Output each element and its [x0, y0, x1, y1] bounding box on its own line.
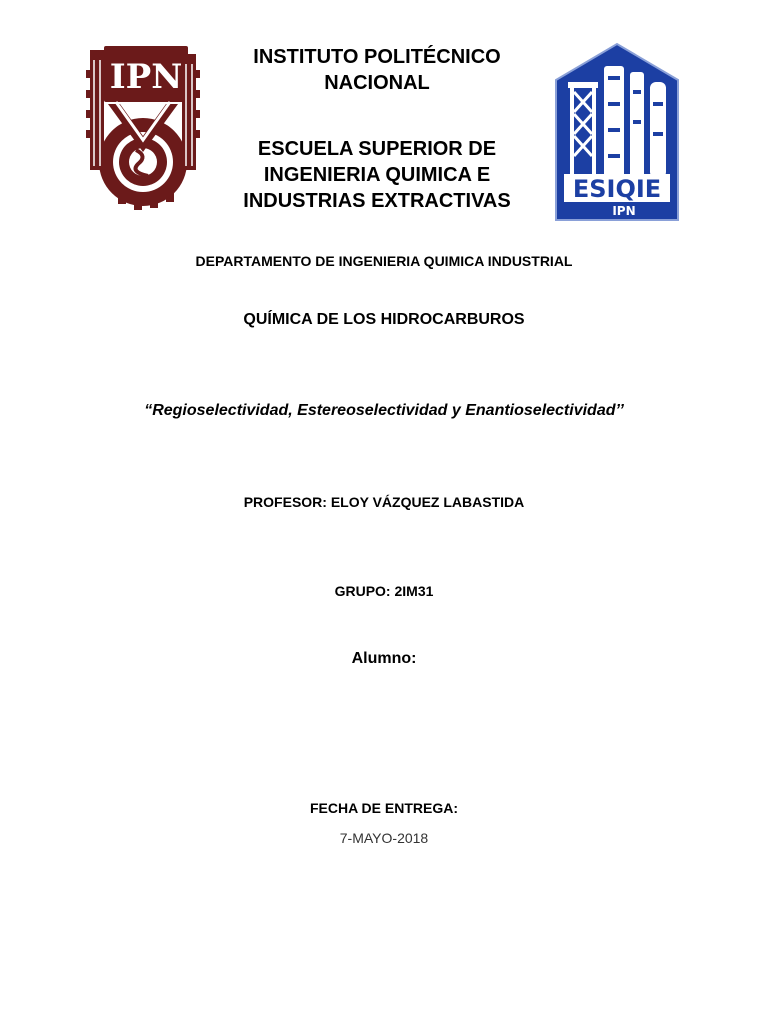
institute-line-2: NACIONAL: [324, 72, 430, 94]
esiqie-logo-icon: [554, 42, 680, 222]
ipn-logo-icon: [86, 40, 200, 214]
institute-name: [200, 44, 554, 96]
school-line-1: ESCUELA SUPERIOR DE: [257, 138, 497, 160]
course-title: QUÍMICA DE LOS HIDROCARBUROS: [243, 311, 525, 328]
student-label: Alumno:: [351, 650, 417, 667]
institute-line-1: INSTITUTO POLITÉCNICO: [253, 46, 501, 68]
group-label: GRUPO: 2IM31: [334, 583, 434, 599]
svg-text:IPN: IPN: [109, 57, 183, 97]
due-date-value: 7-MAYO-2018: [339, 830, 429, 846]
school-line-2: INGENIERIA QUIMICA E: [263, 164, 491, 186]
svg-text:IPN: IPN: [612, 204, 636, 218]
school-line-3: INDUSTRIAS EXTRACTIVAS: [243, 190, 511, 212]
department-name: DEPARTAMENTO DE INGENIERIA QUIMICA INDUSTRIAL: [195, 253, 573, 269]
school-name: [200, 136, 554, 214]
topic-title: “Regioselectividad, Estereoselectividad y Enantioselectividad’’: [144, 402, 624, 419]
svg-text:ESIQIE: ESIQIE: [572, 175, 662, 203]
professor-name: PROFESOR: ELOY VÁZQUEZ LABASTIDA: [243, 494, 525, 510]
due-date-label: FECHA DE ENTREGA:: [309, 800, 459, 816]
